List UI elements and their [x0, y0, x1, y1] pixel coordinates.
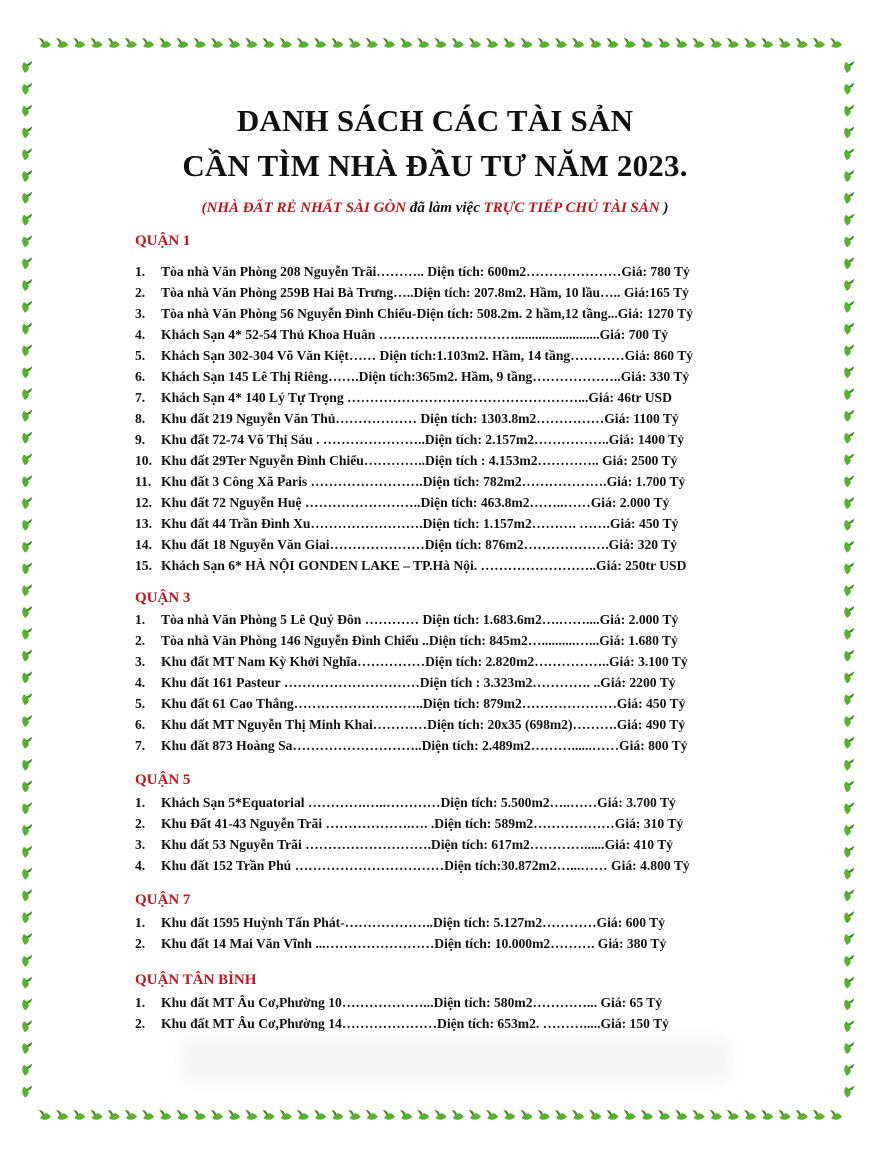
subtitle-middle: đã làm việc [406, 200, 484, 216]
list-item: 1. Khu đất 1595 Huỳnh Tấn Phát-………………..Diện tích: 5.127m2…………Giá: 600 Tỷ [135, 915, 666, 930]
list-item: 8. Khu đất 219 Nguyễn Văn Thủ……………… Diện tích: 1303.8m2……………Giá: 1100 Tỷ [135, 411, 679, 426]
list-item: 7. Khu đất 873 Hoàng Sa………………………..Diện tích: 2.489m2………......……Giá: 800 Tỷ [135, 738, 688, 753]
list-item: 2. Khu đất 14 Mai Văn Vĩnh ...……………………Diện tích: 10.000m2………. Giá: 380 Tỷ [135, 936, 667, 951]
list-item: 5. Khu đất 61 Cao Thắng………………………..Diện tích: 879m2…………………Giá: 450 Tỷ [135, 696, 686, 711]
list-item: 15. Khách Sạn 6* HÀ NỘI GONDEN LAKE – TP.Hà Nội. ……………………..Giá: 250tr USD [135, 558, 687, 573]
section-heading-quan-5: QUẬN 5 [135, 772, 191, 788]
list-item: 3. Khu đất 53 Nguyễn Trãi ……………………….Diện tích: 617m2…………......Giá: 410 Tỷ [135, 837, 674, 852]
list-item: 6. Khách Sạn 145 Lê Thị Riêng…….Diện tích:365m2. Hầm, 9 tầng………………..Giá: 330 Tỷ [135, 369, 690, 384]
list-item: 10. Khu đất 29Ter Nguyễn Đình Chiểu…………..Diện tích : 4.153m2………….. Giá: 2500 Tỷ [135, 453, 678, 468]
list-item: 5. Khách Sạn 302-304 Võ Văn Kiệt…… Diện tích:1.103m2. Hầm, 14 tầng…………Giá: 860 Tỷ [135, 348, 694, 363]
list-item: 14. Khu đất 18 Nguyễn Văn Giai…………………Diện tích: 876m2……………….Giá: 320 Tỷ [135, 537, 678, 552]
subtitle-red-1: NHÀ ĐẤT RẺ NHẤT SÀI GÒN [206, 200, 407, 216]
blurred-area [180, 1040, 730, 1080]
list-item: 12. Khu đất 72 Nguyễn Huệ ……………………..Diện tích: 463.8m2……..……Giá: 2.000 Tỷ [135, 495, 670, 510]
list-item: 2. Tòa nhà Văn Phòng 259B Hai Bà Trưng…..Diện tích: 207.8m2. Hầm, 10 lầu….. Giá:165 Tỷ [135, 285, 689, 300]
list-item: 3. Tòa nhà Văn Phòng 56 Nguyễn Đình Chiểu-Diện tích: 508.2m. 2 hầm,12 tầng...Giá: 1270 Tỷ [135, 306, 693, 321]
page-title-line2: CẦN TÌM NHÀ ĐẦU TƯ NĂM 2023. [182, 148, 688, 183]
list-item: 11. Khu đất 3 Công Xã Paris …………………….Diện tích: 782m2……………….Giá: 1.700 Tỷ [135, 474, 686, 489]
list-item: 2. Tòa nhà Văn Phòng 146 Nguyễn Đình Chiểu ..Diện tích: 845m2…..........…...Giá: 1.680 Tỷ [135, 633, 678, 648]
list-item: 2. Khu đất MT Âu Cơ,Phường 14…………………Diện tích: 653m2. ……….....Giá: 150 Tỷ [135, 1016, 669, 1031]
subtitle-open: ( [201, 200, 207, 216]
page-title-line1: DANH SÁCH CÁC TÀI SẢN [236, 103, 634, 138]
subtitle [0, 200, 870, 217]
section-heading-quan-tan-binh: QUẬN TÂN BÌNH [135, 972, 257, 988]
list-item: 1. Khách Sạn 5*Equatorial ………….…..…………Diện tích: 5.500m2…..……Giá: 3.700 Tỷ [135, 795, 676, 810]
list-item: 1. Tòa nhà Văn Phòng 5 Lê Quý Đôn ………… Diện tích: 1.683.6m2….……....Giá: 2.000 Tỷ [135, 612, 679, 627]
list-item: 4. Khu đất 161 Pasteur …………………………Diện tích : 3.323m2…………. ..Giá: 2200 Tỷ [135, 675, 676, 690]
list-item: 2. Khu Đất 41-43 Nguyễn Trãi ……………….…. .Diện tích: 589m2………………Giá: 310 Tỷ [135, 816, 684, 831]
section-heading-quan-1: QUẬN 1 [135, 233, 191, 249]
list-item: 7. Khách Sạn 4* 140 Lý Tự Trọng ……………………………………………...Giá: 46tr USD [135, 390, 672, 405]
subtitle-red-2: TRỰC TIẾP CHỦ TÀI SẢN [483, 200, 660, 216]
list-item: 3. Khu đất MT Nam Kỳ Khởi Nghĩa……………Diện tích: 2.820m2……………..Giá: 3.100 Tỷ [135, 654, 688, 669]
section-heading-quan-3: QUẬN 3 [135, 590, 191, 606]
list-item: 13. Khu đất 44 Trần Đình Xu…………………….Diện tích: 1.157m2………. …….Giá: 450 Tỷ [135, 516, 679, 531]
list-item: 1. Tòa nhà Văn Phòng 208 Nguyễn Trãi……….. Diện tích: 600m2…………………Giá: 780 Tỷ [135, 264, 690, 279]
list-item: 4. Khách Sạn 4* 52-54 Thủ Khoa Huân ………………………….........................Giá: 700 Tỷ [135, 327, 669, 342]
list-item: 1. Khu đất MT Âu Cơ,Phường 10………………...Diện tích: 580m2…………... Giá: 65 Tỷ [135, 995, 663, 1010]
subtitle-close: ) [659, 200, 669, 216]
list-item: 6. Khu đất MT Nguyễn Thị Minh Khai…………Diện tích: 20x35 (698m2)……….Giá: 490 Tỷ [135, 717, 686, 732]
list-item: 9. Khu đất 72-74 Võ Thị Sáu . …………………..Diện tích: 2.157m2……………..Giá: 1400 Tỷ [135, 432, 685, 447]
list-item: 4. Khu đất 152 Trần Phú ……………………………Diện tích:30.872m2…...…… Giá: 4.800 Tỷ [135, 858, 690, 873]
section-heading-quan-7: QUẬN 7 [135, 892, 191, 908]
